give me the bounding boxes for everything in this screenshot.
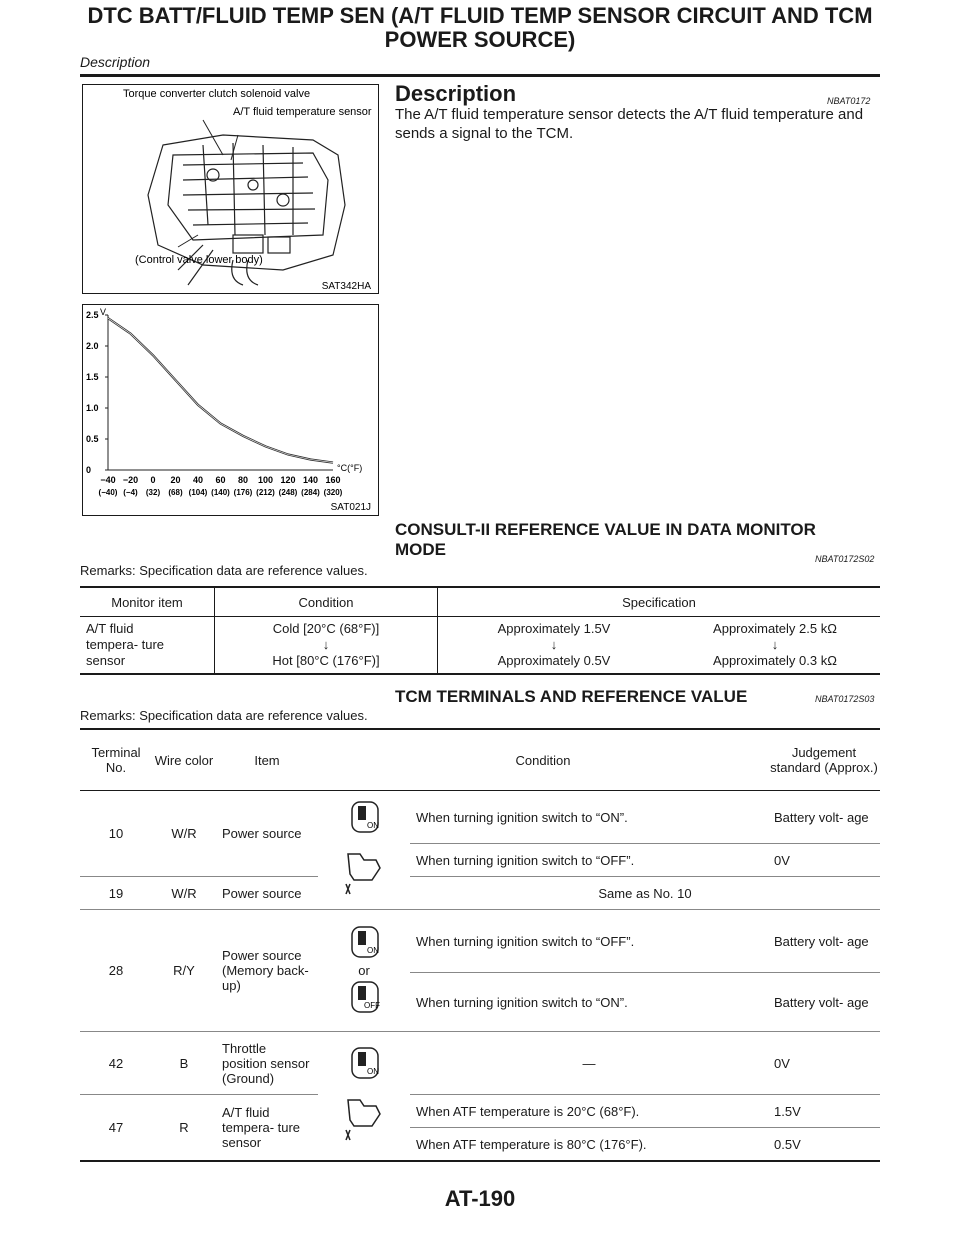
valve-body-drawing <box>83 85 378 293</box>
x-tick-label-c: 0 <box>150 475 156 485</box>
description-code: NBAT0172 <box>827 96 871 106</box>
y-tick-label: 1.5 <box>86 372 99 382</box>
wire-color: W/R <box>152 877 216 910</box>
resistance-hot: Approximately 0.3 kΩ <box>713 653 837 668</box>
description-text: The A/T fluid temperature sensor detects the A/T fluid temperature and sends a signal to the TCM. <box>395 106 864 142</box>
voltage-chart-figure <box>82 304 379 516</box>
ignition-key-on-icon <box>342 923 386 963</box>
judgement: Battery volt- age <box>768 973 880 1032</box>
arrow: ↓ <box>771 637 779 652</box>
x-tick-label-f: (−40) <box>98 488 118 497</box>
y-unit-label: V <box>100 307 107 317</box>
condition: — <box>410 1032 768 1095</box>
x-tick-label-f: (176) <box>233 488 253 497</box>
arrow: ↓ <box>550 637 558 652</box>
x-tick-label-c: −20 <box>122 475 139 485</box>
page-subtitle: Description <box>80 54 151 70</box>
judgement: 0V <box>768 844 880 877</box>
x-tick-label-c: 140 <box>302 475 319 485</box>
item: Power source <box>216 877 318 910</box>
voltage-chart <box>83 305 378 515</box>
judgement: 0V <box>768 1032 880 1095</box>
condition: When turning ignition switch to “ON”. <box>410 791 768 844</box>
ignition-on-icon <box>318 791 410 910</box>
x-tick-label-c: −40 <box>100 475 116 485</box>
consult-condition <box>215 617 438 675</box>
item: Power source (Memory back-up) <box>216 910 318 1032</box>
x-tick-label-c: 40 <box>192 475 204 485</box>
consult-resistance <box>670 617 880 675</box>
label-torque-converter: Torque converter clutch solenoid valve <box>123 88 311 100</box>
col-specification: Specification <box>438 587 881 617</box>
tcm-table <box>80 728 880 1162</box>
x-tick-label-c: 160 <box>325 475 341 485</box>
label-fluid-temp-sensor: A/T fluid temperature sensor <box>233 106 372 118</box>
x-tick-label-f: (−4) <box>123 488 138 497</box>
condition: When ATF temperature is 80°C (176°F). <box>410 1128 768 1162</box>
y-tick-label: 1.0 <box>86 403 99 413</box>
x-tick-label-c: 60 <box>215 475 226 485</box>
condition: When turning ignition switch to “ON”. <box>410 973 768 1032</box>
y-tick-label: 2.0 <box>86 341 99 351</box>
ignition-key-off-icon <box>342 978 386 1018</box>
judgement: Battery volt- age <box>768 791 880 844</box>
page-title: DTC BATT/FLUID TEMP SEN (A/T FLUID TEMP SENSOR CIRCUIT AND TCM POWER SOURCE) <box>87 3 873 52</box>
description-title: Description <box>395 81 517 106</box>
consult-remarks: Remarks: Specification data are reference values. <box>80 563 368 578</box>
ignition-key-icon <box>342 1044 386 1148</box>
wire-color: W/R <box>152 791 216 877</box>
judgement: 1.5V <box>768 1095 880 1128</box>
col-wire-color: Wire color <box>152 729 216 791</box>
figure-caption: SAT342HA <box>321 281 371 292</box>
chart-caption: SAT021J <box>330 502 371 513</box>
consult-voltage <box>438 617 671 675</box>
condition: When turning ignition switch to “OFF”. <box>410 910 768 973</box>
x-tick-label-f: (140) <box>211 488 230 497</box>
wire-color: B <box>152 1032 216 1095</box>
x-tick-label-f: (212) <box>256 488 275 497</box>
col-item: Item <box>216 729 318 791</box>
svg-text:OFF: OFF <box>364 1001 380 1010</box>
col-monitor-item: Monitor item <box>80 587 215 617</box>
y-tick-label: 2.5 <box>86 310 99 320</box>
condition: When turning ignition switch to “OFF”. <box>410 844 768 877</box>
label-control-valve: (Control valve lower body) <box>135 254 263 266</box>
x-tick-label-f: (68) <box>168 488 183 497</box>
series-line-highlight <box>108 318 333 463</box>
x-tick-label-f: (284) <box>301 488 320 497</box>
col-terminal: Terminal No. <box>80 729 152 791</box>
cond-hot: Hot [80°C (176°F)] <box>272 653 380 668</box>
col-condition: Condition <box>318 729 768 791</box>
y-tick-label: 0 <box>86 465 92 475</box>
x-tick-label-c: 20 <box>170 475 181 485</box>
tcm-title: TCM TERMINALS AND REFERENCE VALUE <box>395 687 748 706</box>
ignition-on-off-icon <box>318 910 410 1032</box>
wire-color: R <box>152 1095 216 1162</box>
consult-item: A/T fluid tempera- ture sensor <box>86 621 165 668</box>
x-tick-label-c: 80 <box>237 475 249 485</box>
condition: When ATF temperature is 20°C (68°F). <box>410 1095 768 1128</box>
resistance-cold: Approximately 2.5 kΩ <box>713 621 837 636</box>
terminal-no: 47 <box>80 1095 152 1162</box>
x-tick-label-f: (248) <box>278 488 298 497</box>
terminal-no: 10 <box>80 791 152 877</box>
ignition-on-icon <box>318 1032 410 1162</box>
svg-text:ON: ON <box>367 1067 379 1076</box>
x-tick-label-f: (32) <box>145 488 161 497</box>
voltage-hot: Approximately 0.5V <box>497 653 611 668</box>
judgement: Battery volt- age <box>768 910 880 973</box>
tcm-remarks: Remarks: Specification data are reference values. <box>80 708 368 723</box>
col-condition: Condition <box>215 587 438 617</box>
header-rule <box>80 74 880 77</box>
item: Throttle position sensor (Ground) <box>216 1032 318 1095</box>
consult-code: NBAT0172S02 <box>815 554 875 564</box>
cond-cold: Cold [20°C (68°F)] <box>272 621 380 636</box>
terminal-no: 19 <box>80 877 152 910</box>
tcm-code: NBAT0172S03 <box>815 694 875 704</box>
wire-color: R/Y <box>152 910 216 1032</box>
judgement: 0.5V <box>768 1128 880 1162</box>
y-tick-label: 0.5 <box>86 434 99 444</box>
terminal-no: 42 <box>80 1032 152 1095</box>
x-tick-label-f: (104) <box>188 488 208 497</box>
series-line <box>108 318 333 463</box>
item: Power source <box>216 791 318 877</box>
arrow: ↓ <box>322 637 330 652</box>
or-label: or <box>358 963 370 978</box>
col-judgement: Judgement standard (Approx.) <box>768 729 880 791</box>
svg-text:ON: ON <box>367 946 379 955</box>
svg-text:ON: ON <box>367 821 379 830</box>
voltage-cold: Approximately 1.5V <box>497 621 611 636</box>
terminal-no: 28 <box>80 910 152 1032</box>
x-tick-label-f: (320) <box>323 488 343 497</box>
x-unit-label: °C(°F) <box>337 463 363 473</box>
x-tick-label-c: 100 <box>257 475 274 485</box>
valve-body-figure <box>82 84 379 294</box>
ignition-key-icon <box>342 798 386 902</box>
consult-table <box>80 586 880 675</box>
condition: Same as No. 10 <box>410 877 880 910</box>
page-number: AT-190 <box>444 1186 516 1211</box>
item: A/T fluid tempera- ture sensor <box>216 1095 318 1162</box>
x-tick-label-c: 120 <box>280 475 296 485</box>
consult-title: CONSULT-II REFERENCE VALUE IN DATA MONITOR MODE <box>395 520 816 559</box>
